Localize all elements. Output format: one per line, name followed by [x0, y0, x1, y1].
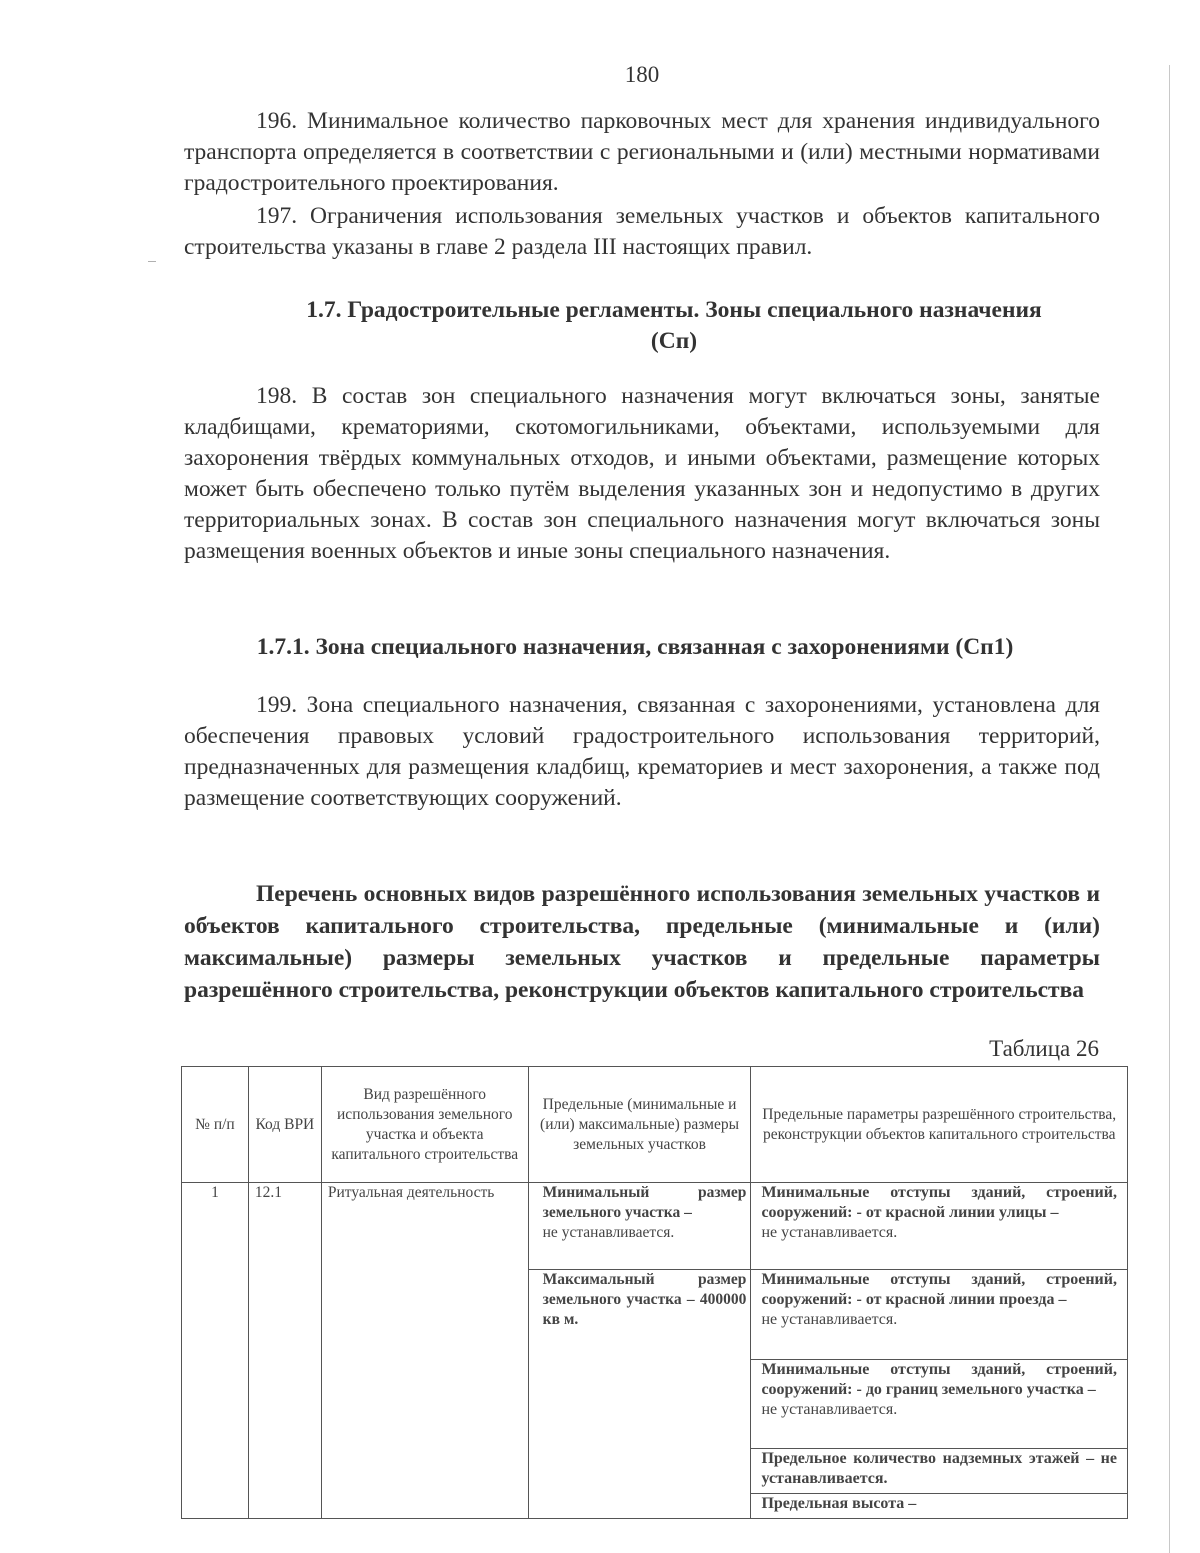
section-heading-1-7-line1: 1.7. Градостроительные регламенты. Зоны специального назначения — [306, 297, 1042, 323]
header-code: Код ВРИ — [248, 1067, 321, 1183]
limit-1 — [751, 1183, 1127, 1269]
row-code: 12.1 — [248, 1183, 321, 1519]
header-params: Предельные параметры разрешённого строительства, реконструкции объектов капитального строительства — [751, 1067, 1128, 1183]
section-heading-1-7-1: 1.7.1. Зона специального назначения, связанная с захоронениями (Сп1) — [256, 634, 1014, 660]
table-row — [182, 1183, 1128, 1519]
paragraph-196: 196. Минимальное количество парковочных мест для хранения индивидуального транспорта определяется в соответствии с региональными и (или) местными нормативами градостроительного проектирования. — [184, 108, 1100, 196]
list-title: Перечень основных видов разрешённого использования земельных участков и объектов капитального строительства, предельные (минимальные и (или) максимальные) размеры земельных участков и предельные параметры разрешённого строительства, реконструкции объектов капитального строительства — [184, 881, 1100, 1003]
paragraph-199: 199. Зона специального назначения, связанная с захоронениями, установлена для обеспечения правовых условий градостроительного использования территорий, предназначенных для размещения кладбищ, крематориев и мест захоронения, а также под размещение соответствующих сооружений. — [184, 692, 1100, 811]
limit-5-title: Предельная высота – — [761, 1495, 917, 1512]
section-heading-1-7-line2: (Сп) — [650, 328, 698, 354]
limit-1-item: - от красной линии улицы – — [856, 1204, 1059, 1221]
table-caption: Таблица 26 — [989, 1036, 1099, 1061]
limit-1-title: Минимальные отступы зданий, строений, сооружений: — [761, 1184, 1117, 1221]
limit-3 — [751, 1359, 1127, 1448]
limit-4 — [751, 1448, 1127, 1493]
limit-3-title: Минимальные отступы зданий, строений, сооружений: — [761, 1361, 1117, 1398]
limit-2-value: не устанавливается. — [761, 1311, 898, 1328]
max-size-title: Максимальный размер земельного участка – 400000 кв м. — [542, 1271, 747, 1328]
header-num: № п/п — [182, 1067, 249, 1183]
header-sizes: Предельные (минимальные и (или) максимальные) размеры земельных участков — [528, 1067, 751, 1183]
row-params — [751, 1183, 1128, 1519]
row-num: 1 — [182, 1183, 249, 1519]
table-header-row — [182, 1067, 1128, 1183]
limit-5 — [751, 1493, 1127, 1514]
max-size — [529, 1269, 751, 1330]
limit-3-item: - до границ земельного участка – — [856, 1381, 1096, 1398]
limit-3-value: не устанавливается. — [761, 1401, 898, 1418]
limit-1-value: не устанавливается. — [761, 1224, 898, 1241]
limit-2-title: Минимальные отступы зданий, строений, сооружений: — [761, 1271, 1117, 1308]
limit-2-item: - от красной линии проезда – — [856, 1291, 1067, 1308]
limit-4-title: Предельное количество надземных этажей – не устанавливается. — [761, 1450, 1117, 1487]
min-size — [529, 1183, 751, 1269]
page-edge-rule — [1169, 65, 1170, 1553]
section-heading-1-7 — [184, 295, 1164, 357]
page-number: 180 — [624, 62, 660, 87]
margin-mark — [148, 261, 156, 262]
paragraph-198: 198. В состав зон специального назначения могут включаться зоны, занятые кладбищами, крематориями, скотомогильниками, объектами, используемыми для захоронения твёрдых коммунальных отходов, и иными объектами, размещение которых может быть обеспечено только путём выделения указанных зон и недопустимо в других территориальных зонах. В состав зон специального назначения могут включаться зоны размещения военных объектов и иные зоны специального назначения. — [184, 383, 1100, 564]
permitted-use-table — [181, 1066, 1128, 1519]
min-size-value: не устанавливается. — [542, 1224, 675, 1241]
limit-2 — [751, 1269, 1127, 1359]
row-sizes — [528, 1183, 751, 1519]
row-use: Ритуальная деятельность — [321, 1183, 528, 1519]
paragraph-197: 197. Ограничения использования земельных участков и объектов капитального строительства указаны в главе 2 раздела III настоящих правил. — [184, 203, 1100, 260]
header-use: Вид разрешённого использования земельного участка и объекта капитального строительства — [321, 1067, 528, 1183]
min-size-title: Минимальный размер земельного участка – — [542, 1184, 747, 1221]
